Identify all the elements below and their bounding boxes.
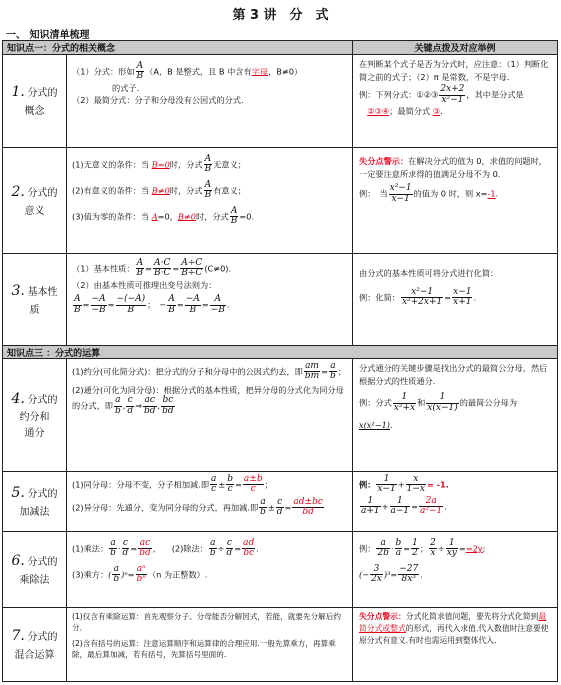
- row-tip: 例： $\frac{1}{x-1}$ + $\frac{x}{1-x}$ = -1. $\frac{1}{a+1}$ + $\frac{1}{a-1}$ = $\frac{2a}{\text{a²−1}}$ .: [359, 474, 449, 517]
- row-label: 3. 基本性 质: [3, 254, 67, 345]
- page-title: 第 3 讲 分 式: [232, 8, 329, 23]
- row-content: (1)约分(可化简分式)：把分式的分子和分母中的公因式约去，即 $\frac{am}{bm}$ = $\frac{a}{b}$ ； (2)通分(可化为同分母)：根据分式的基本性质，把异分母的分式化为同分母的分式，即 $\frac{a}{b}$ , $\frac{c}{d}$ ⇒ $\frac{ac}{bd}$ , $\frac{bc}{bd}$: [67, 359, 353, 471]
- row-label: 7. 分式的 混合运算: [3, 608, 67, 681]
- row-tip: 由分式的基本性质可将分式进行化简： 例：化简： $\frac{\text{x²−1}}{\text{x²+2x+1}}$ = $\frac{x-1}{x+1}$ .: [359, 268, 499, 308]
- fraction-a-b: $\frac{A}{B}$: [136, 61, 144, 82]
- row-add-sub: [3, 472, 557, 532]
- row-tip: 失分点警示：在解决分式的值为 0，求值的问题时，一定要注意所求得的值满足分母不为 0. 例： 当 $\frac{\text{x²−1}}{x-1}$ 的值为 0 时，则 x=-1.: [359, 156, 547, 204]
- warning-label: 失分点警示：: [359, 612, 406, 621]
- table-header: [3, 41, 557, 55]
- answer: -1: [487, 188, 496, 199]
- row-tip: 分式通分的关键步骤是找出分式的最简公分母，然后根据分式的性质通分. 例：分式 $\frac{1}{\text{x²+x}}$ 和 $\frac{1}{x(x-1)}$ 的最简公分母为 x(x²−1).: [359, 363, 548, 431]
- row-content: (1)同分母：分母不变，分子相加减.即 $\frac{a}{c}$ ± $\frac{b}{c}$ = $\frac{a\pm b}{c}$ ； (2)异分母：先通分，变为同分母的分式，再加减.即 $\frac{a}{b}$ ± $\frac{c}{d}$ = $\frac{ad\pm bc}{bd}$: [67, 472, 353, 531]
- row-property: [3, 254, 557, 346]
- row-label: 1. 分式的 概念: [3, 55, 67, 147]
- row-tip: 例： $\frac{a}{2b}$ · $\frac{b}{a}$ = $\frac{1}{2}$ ； $\frac{2}{x}$ ÷ $\frac{1}{xy}$ ==2y; (− $\frac{3}{2x}$ )³= $\frac{-27}{\text{8x³}}$ .: [359, 538, 486, 585]
- keyword-zimu: 字母: [251, 66, 269, 77]
- row-number: 1.: [11, 84, 25, 101]
- row-tip: 失分点警示：分式化简求值问题，要先将分式化简到最简分式或整式的形式，再代入求值.代入数值时注意要使原分式有意义.有时也需运用到整体代入.: [359, 612, 549, 646]
- row-content: （1）基本性质： $\frac{A}{B}$ = $\frac{A\cdot C}{B\cdot C}$ = $\frac{A\div C}{B\div C}$ (C≠0)． （2）由基本性质可推理出变号法则为： $\frac{A}{B}$ = $\frac{-A}{-B}$ = $\frac{-(-A)}{B}$ ； − $\frac{A}{B}$ = $\frac{-A}{B}$ = $\frac{A}{-B}$ .: [67, 254, 353, 345]
- section-header-operations: 知识点三 ：分式的运算: [3, 346, 557, 359]
- row-meaning: [3, 148, 557, 254]
- row-content: (1)仅含有乘除运算：首先观察分子、分母能否分解因式，若能，就要先分解后约分． (2)含有括号的运算：注意运算顺序和运算律的合理应用.一般先算乘方，再算乘除，最后算加减，若有括号，先算括号里面的.: [67, 608, 353, 681]
- header-right: 关键点拨及对应举例: [414, 44, 496, 54]
- row-label: 5. 分式的 加减法: [3, 472, 67, 531]
- row-concept: [3, 55, 557, 148]
- row-label: 2. 分式的 意义: [3, 148, 67, 253]
- knowledge-table: [2, 40, 558, 682]
- row-tip: 在判断某个式子是否为分式时，应注意：（1）判断化简之前的式子；（2）π 是常数，不是字母. 例：下列分式：①②③ $\frac{2x+2}{\text{x²−1}}$ ，其中是分式是 ②③④；最简分式 ③.: [359, 59, 549, 117]
- warning-label: 失分点警示：: [359, 156, 409, 166]
- row-content: （1）分式：形如 $\frac{A}{B}$ （A，B 是整式，且 B 中含有字母，B≠0） 的式子. （2）最简分式：分子和分母没有公因式的分式.: [67, 55, 353, 147]
- row-reduction: [3, 359, 557, 472]
- section-heading: 一、 知识清单梳理: [6, 30, 90, 41]
- row-label: 4. 分式的 约分和 通分: [3, 359, 67, 471]
- row-content: (1)乘法： $\frac{a}{b}$ · $\frac{c}{d}$ = $\frac{ac}{bd}$ , (2)除法： $\frac{a}{b}$ ÷ $\frac{c}{d}$ = $\frac{ad}{bc}$ . (3)乘方：( $\frac{a}{b}$ )ⁿ= $\frac{\text{aⁿ}}{\text{bⁿ}}$ （n 为正整数）.: [67, 532, 353, 607]
- row-mixed: [3, 608, 557, 681]
- row-content: (1)无意义的条件：当 B=0时，分式 $\frac{A}{B}$ 无意义； (2)有意义的条件：当 B≠0时，分式 $\frac{A}{B}$ 有意义； (3)值为零的条件：当 A=0，B≠0时，分式 $\frac{A}{B}$ =0.: [67, 148, 353, 253]
- row-mul-div: [3, 532, 557, 608]
- row-label: 6. 分式的 乘除法: [3, 532, 67, 607]
- header-left: 知识点一：分式的相关概念: [3, 41, 353, 54]
- answer: ③: [432, 106, 441, 117]
- answer: ②③④: [367, 106, 390, 117]
